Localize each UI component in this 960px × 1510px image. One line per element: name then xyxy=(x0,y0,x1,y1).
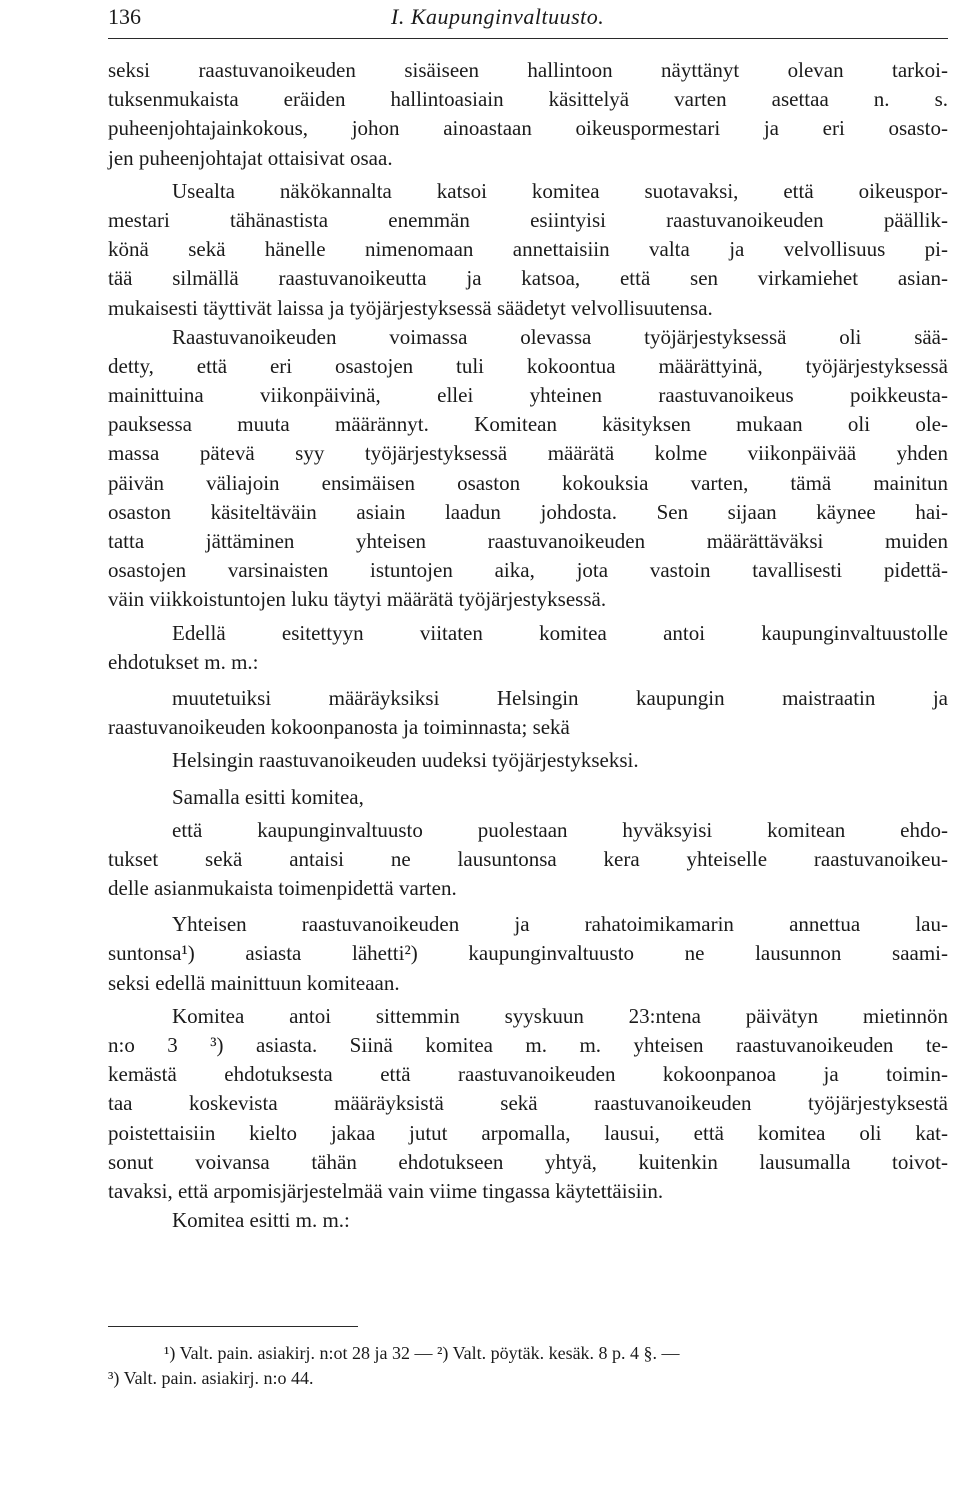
text-line: että kaupunginvaltuusto puolestaan hyväksyisi komitean ehdo- xyxy=(172,817,948,842)
text-line: tavaksi, että arpomisjärjestelmää vain viime tingassa käytettäisiin. xyxy=(108,1178,664,1203)
text-line: Komitea antoi sittemmin syyskuun 23:ntena päivätyn mietinnön xyxy=(172,1003,948,1028)
text-line: sonut voivansa tähän ehdotukseen yhtyä, kuitenkin lausumalla toivot- xyxy=(108,1149,948,1174)
text-line: osaston käsiteltäväin asiain laadun johdosta. Sen sijaan käynee hai- xyxy=(108,499,948,524)
text-line: massa pätevä syy työjärjestyksessä määrätä kolme viikonpäivää yhden xyxy=(108,441,948,466)
text-line: puheenjohtajainkokous, johon ainoastaan oikeuspormestari ja eri osasto- xyxy=(108,116,948,141)
text-line: Komitea esitti m. m.: xyxy=(172,1208,350,1233)
text-line: Yhteisen raastuvanoikeuden ja rahatoimikamarin annettua lau- xyxy=(172,912,948,937)
text-line: ehdotukset m. m.: xyxy=(108,649,259,674)
text-line: taa koskevista määräyksistä sekä raastuvanoikeuden työjärjestyksestä xyxy=(108,1091,948,1116)
text-line: Helsingin raastuvanoikeuden uudeksi työjärjestykseksi. xyxy=(172,748,639,773)
text-line: könä sekä hänelle nimenomaan annettaisiin valta ja velvollisuus pi- xyxy=(108,237,948,262)
running-title: I. Kaupunginvaltuusto. xyxy=(391,4,605,29)
text-line: Samalla esitti komitea, xyxy=(172,784,364,809)
text-line: väin viikkoistuntojen luku täytyi määrätä työjärjestyksessä. xyxy=(108,587,607,612)
footnote-line: ¹) Valt. pain. asiakirj. n:ot 28 ja 32 — ²) Valt. pöytäk. kesäk. 8 p. 4 §. — xyxy=(164,1343,680,1363)
footnote-divider xyxy=(108,1326,358,1327)
text-line: tuksenmukaista eräiden hallintoasiain käsittelyä varten asettaa n. s. xyxy=(108,87,948,112)
text-line: jen puheenjohtajat ottaisivat osaa. xyxy=(108,145,393,170)
text-line: raastuvanoikeuden kokoonpanosta ja toiminnasta; sekä xyxy=(108,715,570,740)
page-number: 136 xyxy=(108,4,141,29)
body-text xyxy=(108,56,948,1235)
text-line: mainittuina viikonpäivinä, ellei yhteinen raastuvanoikeus poikkeusta- xyxy=(108,383,948,408)
text-line: Edellä esitettyyn viitaten komitea antoi kaupunginvaltuustolle xyxy=(172,620,948,645)
text-line: seksi raastuvanoikeuden sisäiseen hallintoon näyttänyt olevan tarkoi- xyxy=(108,58,948,82)
text-line: n:o 3 ³) asiasta. Siinä komitea m. m. yhteisen raastuvanoikeuden te- xyxy=(108,1033,948,1057)
text-line: osastojen varsinaisten istuntojen aika, jota vastoin tavallisesti pidettä- xyxy=(108,558,948,583)
text-line: delle asianmukaista toimenpidettä varten. xyxy=(108,876,457,901)
text-line: tukset sekä antaisi ne lausuntonsa kera yhteiselle raastuvanoikeu- xyxy=(108,846,948,871)
header-divider xyxy=(108,38,948,39)
footnote-line: ³) Valt. pain. asiakirj. n:o 44. xyxy=(108,1368,314,1388)
text-line: Usealta näkökannalta katsoi komitea suotavaksi, että oikeuspor- xyxy=(172,178,948,203)
text-line: Raastuvanoikeuden voimassa olevassa työjärjestyksessä oli sää- xyxy=(172,324,948,349)
page-header xyxy=(108,4,948,34)
text-line: muutetuiksi määräyksiksi Helsingin kaupungin maistraatin ja xyxy=(172,685,948,710)
text-line: tatta jättäminen yhteisen raastuvanoikeuden määrättäväksi muiden xyxy=(108,529,948,553)
text-line: seksi edellä mainittuun komiteaan. xyxy=(108,970,400,995)
text-line: mestari tähänastista enemmän esiintyisi raastuvanoikeuden päällik- xyxy=(108,207,948,232)
text-line: tää silmällä raastuvanoikeutta ja katsoa, että sen virkamiehet asian- xyxy=(108,266,948,291)
text-line: pauksessa muuta määrännyt. Komitean käsityksen mukaan oli ole- xyxy=(108,412,948,437)
text-line: mukaisesti täyttivät laissa ja työjärjestyksessä säädetyt velvollisuutensa. xyxy=(108,295,713,320)
text-line: poistettaisiin kielto jakaa jutut arpomalla, lausui, että komitea oli kat- xyxy=(108,1120,948,1145)
text-line: detty, että eri osastojen tuli kokoontua määrättyinä, työjärjestyksessä xyxy=(108,353,948,378)
text-line: suntonsa¹) asiasta lähetti²) kaupunginvaltuusto ne lausunnon saami- xyxy=(108,941,948,966)
footnotes xyxy=(108,1341,948,1391)
text-line: päivän väliajoin ensimäisen osaston kokouksia varten, tämä mainitun xyxy=(108,470,948,495)
text-line: kemästä ehdotuksesta että raastuvanoikeuden kokoonpanoa ja toimin- xyxy=(108,1062,948,1087)
